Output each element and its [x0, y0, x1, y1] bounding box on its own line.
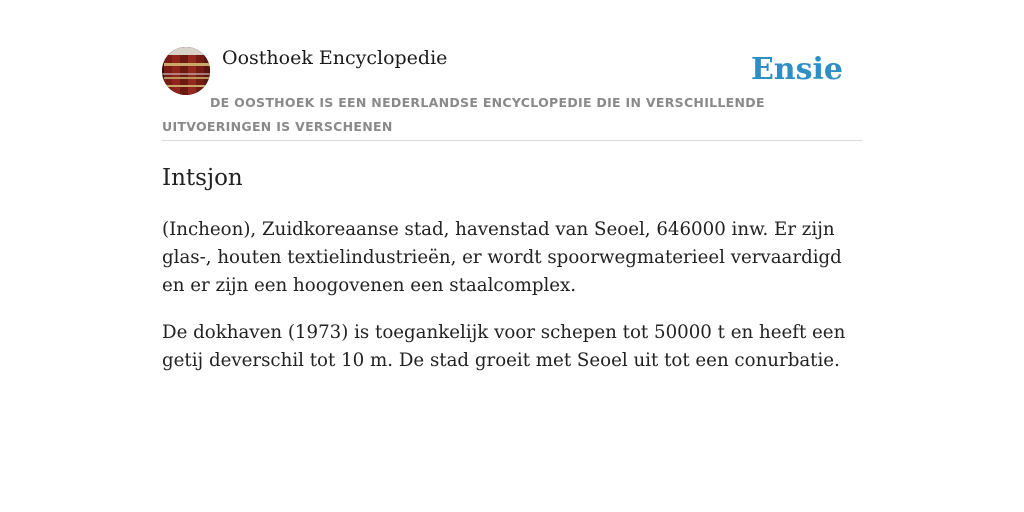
article-body — [162, 216, 868, 394]
encyclopedia-books-icon — [162, 47, 210, 95]
article-title: Intsjon — [162, 165, 243, 191]
avatar[interactable] — [162, 47, 210, 95]
site-tagline: DE OOSTHOEK IS EEN NEDERLANDSE ENCYCLOPEDIE DIE IN VERSCHILLENDE UITVOERINGEN IS VERSCHENEN — [162, 95, 765, 134]
site-name[interactable]: Oosthoek Encyclopedie — [222, 47, 448, 69]
brand-logo[interactable]: Ensie — [750, 52, 843, 87]
site-header — [162, 46, 862, 141]
article-paragraph: (Incheon), Zuidkoreaanse stad, havenstad van Seoel, 646000 inw. Er zijn glas-, houten textielindustrieën, er wordt spoorwegmaterieel vervaardigd en er zijn een hoogovenen een staalcomplex. — [162, 219, 842, 296]
article-paragraph: De dokhaven (1973) is toegankelijk voor schepen tot 50000 t en heeft een getij deverschil tot 10 m. De stad groeit met Seoel uit tot een conurbatie. — [162, 322, 846, 371]
